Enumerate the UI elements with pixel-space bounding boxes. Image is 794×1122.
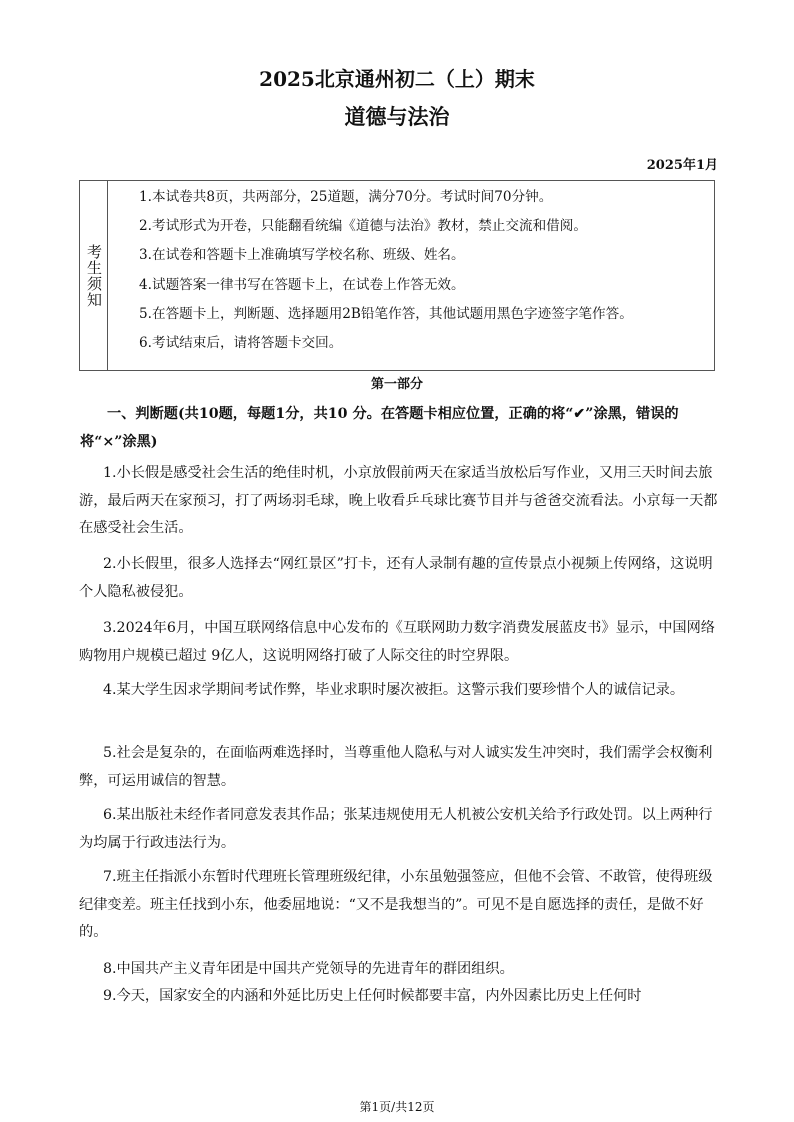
subject-title: 道德与法治	[344, 104, 450, 129]
notice-list	[139, 187, 633, 362]
question-7: 7.班主任指派小东暂时代理班长管理班级纪律，小东虽勉强签应，但他不会管、不敢管，使得班级纪律变差。班主任找到小东，他委屈地说：“又不是我想当的”。可见不是自愿选择的责任，是做不好的。	[79, 869, 713, 940]
question-1: 1.小长假是感受社会生活的绝佳时机，小京放假前两天在家适当放松后写作业，又用三天时间去旅游，最后两天在家预习，打了两场羽毛球，晚上收看乒乓球比赛节目并与爸爸交流看法。小京每一天都在感受社会生活。	[79, 465, 718, 536]
notice-item: 1.本试卷共8页，共两部分，25道题，满分70分。考试时间70分钟。	[139, 189, 553, 205]
exam-title: 2025北京通州初二（上）期末	[259, 67, 535, 91]
question-8: 8.中国共产主义青年团是中国共产党领导的先进青年的群团组织。	[103, 961, 514, 977]
question-2: 2.小长假里，很多人选择去“网红景区”打卡，还有人录制有趣的宣传景点小视频上传网络，这说明个人隐私被侵犯。	[79, 556, 713, 600]
notice-label: 考生须知	[85, 243, 103, 308]
notice-item: 4.试题答案一律书写在答题卡上，在试卷上作答无效。	[139, 276, 465, 293]
question-3: 3.2024年6月，中国互联网络信息中心发布的《互联网助力数字消费发展蓝皮书》显示，中国网络购物用户规模已超过 9亿人，这说明网络打破了人际交往的时空界限。	[79, 620, 715, 664]
question-4: 4.某大学生因求学期间考试作弊，毕业求职时屡次被拒。这警示我们要珍惜个人的诚信记录。	[103, 682, 685, 698]
exam-date: 2025年1月	[646, 158, 718, 173]
notice-item: 3.在试卷和答题卡上准确填写学校名称、班级、姓名。	[139, 247, 465, 264]
notice-item: 2.考试形式为开卷，只能翻看统编《道德与法治》教材，禁止交流和借阅。	[139, 218, 587, 235]
notice-label-cell	[80, 181, 108, 370]
question-9: 9.今天，国家安全的内涵和外延比历史上任何时候都要丰富，内外因素比历史上任何时	[103, 988, 642, 1004]
page-footer: 第1页/共12页	[359, 1100, 435, 1114]
notice-item: 6.考试结束后，请将答题卡交回。	[139, 334, 343, 351]
notice-item: 5.在答题卡上，判断题、选择题用2B铅笔作答，其他试题用黑色字迹签字笔作答。	[139, 305, 633, 322]
part-heading: 第一部分	[370, 377, 423, 392]
exam-notice-box	[79, 180, 715, 371]
question-5: 5.社会是复杂的，在面临两难选择时，当尊重他人隐私与对人诚实发生冲突时，我们需学会权衡利弊，可运用诚信的智慧。	[79, 745, 713, 789]
section-heading: 一、判断题(共10题，每题1分，共10 分。在答题卡相应位置，正确的将“✔”涂黑，错误的将“×”涂黑)	[80, 406, 679, 450]
question-6: 6.某出版社未经作者同意发表其作品；张某违规使用无人机被公安机关给予行政处罚。以上两种行为均属于行政违法行为。	[79, 807, 713, 851]
